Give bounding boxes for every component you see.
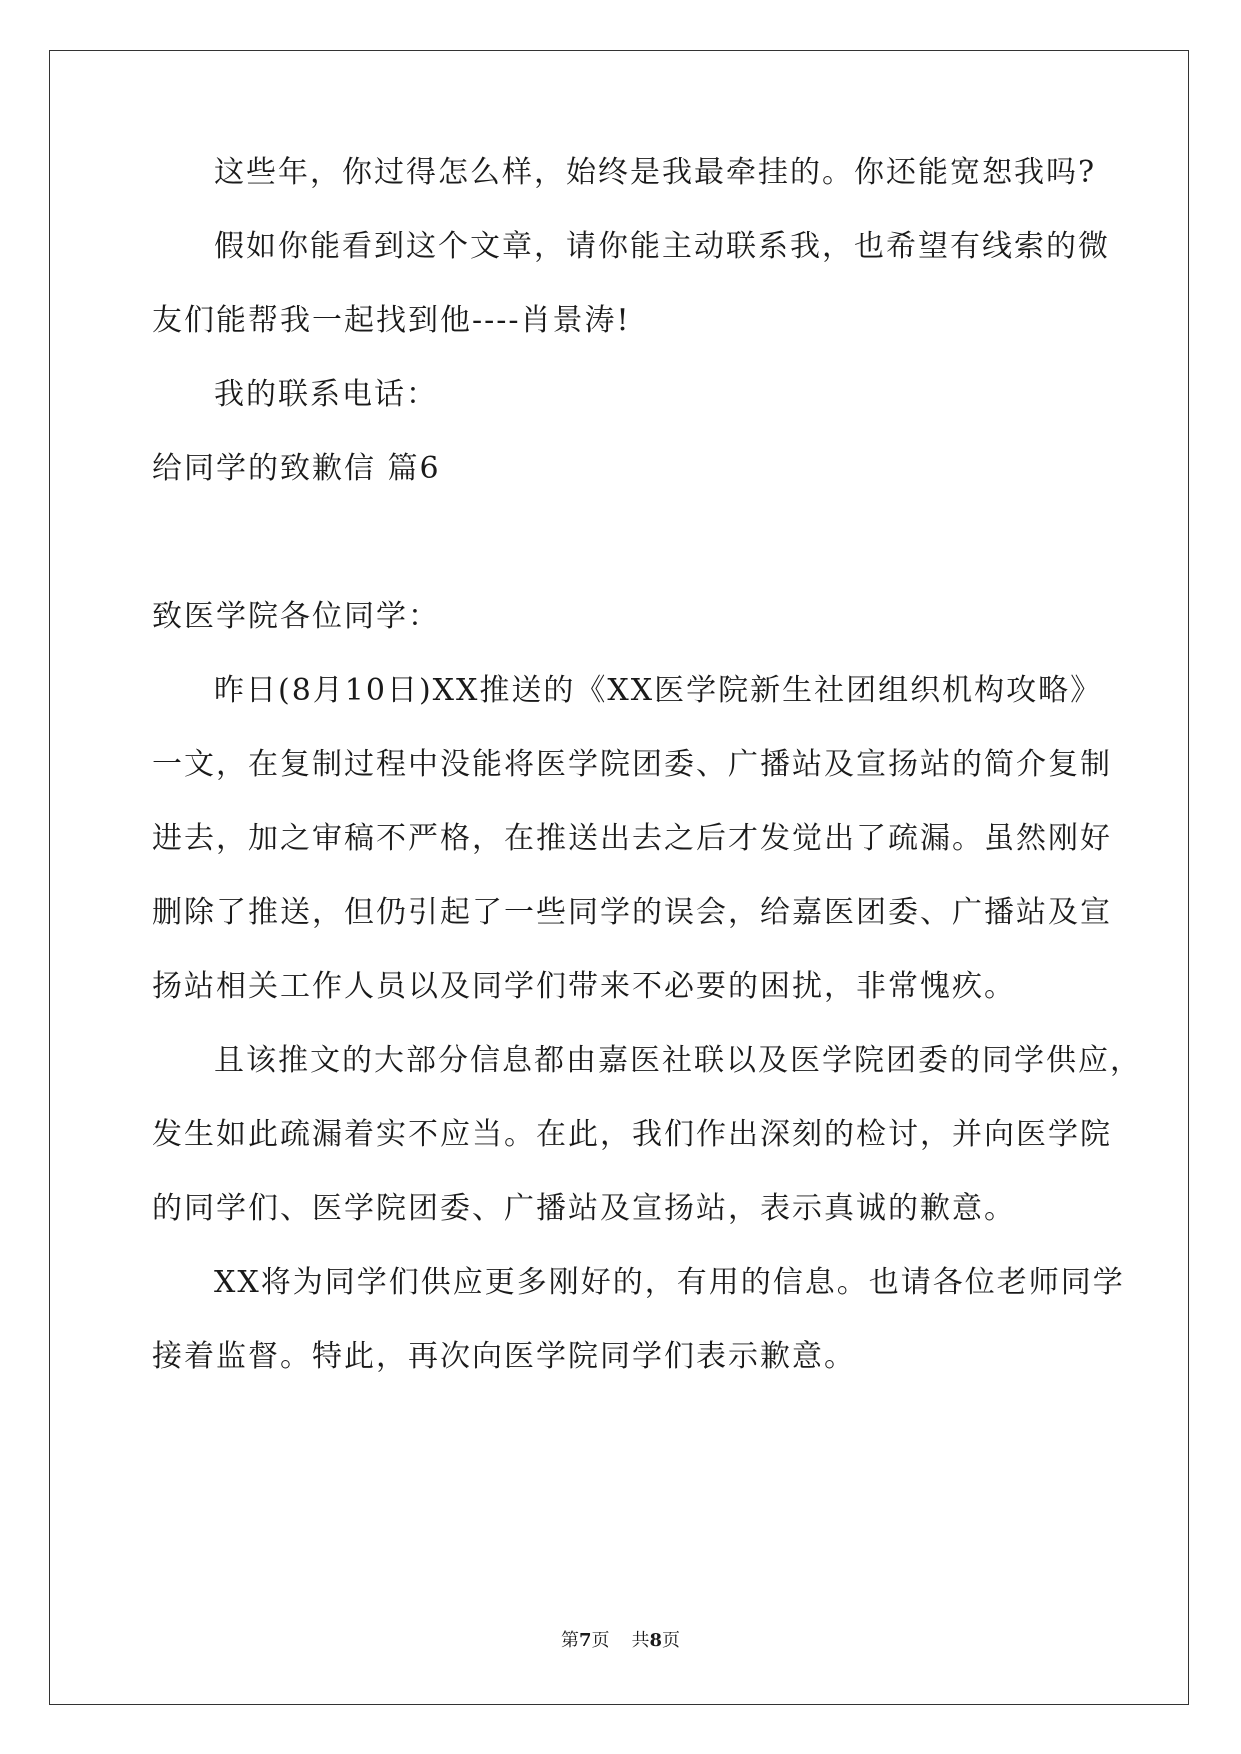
paragraph-line: 这些年，你过得怎么样，始终是我最牵挂的。你还能宽恕我吗? (214, 155, 1097, 190)
paragraph-line: 昨日(8月10日)XX推送的《XX医学院新生社团组织机构攻略》 (214, 673, 1103, 708)
paragraph-line: 一文，在复制过程中没能将医学院团委、广播站及宣扬站的简介复制 (152, 747, 1112, 782)
paragraph-line: 的同学们、医学院团委、广播站及宣扬站，表示真诚的歉意。 (152, 1191, 1016, 1226)
current-page-number: 7 (578, 1630, 592, 1651)
paragraph-line: 删除了推送，但仍引起了一些同学的误会，给嘉医团委、广播站及宣 (152, 895, 1112, 930)
paragraph-line: 假如你能看到这个文章，请你能主动联系我，也希望有线索的微 (214, 229, 1110, 264)
paragraph-line: 发生如此疏漏着实不应当。在此，我们作出深刻的检讨，并向医学院 (152, 1117, 1112, 1152)
total-prefix: 共 (631, 1630, 650, 1651)
paragraph-line: 扬站相关工作人员以及同学们带来不必要的困扰，非常愧疚。 (152, 969, 1016, 1004)
total-page-number: 8 (649, 1630, 663, 1651)
section-heading: 给同学的致歉信 篇6 (152, 451, 441, 486)
paragraph-line: 友们能帮我一起找到他----肖景涛! (152, 303, 631, 338)
page-suffix: 页 (591, 1630, 610, 1651)
paragraph-line: 接着监督。特此，再次向医学院同学们表示歉意。 (152, 1339, 856, 1374)
total-suffix: 页 (662, 1630, 681, 1651)
page-number-footer (0, 1629, 1241, 1653)
paragraph-line: XX将为同学们供应更多刚好的，有用的信息。也请各位老师同学 (214, 1265, 1125, 1300)
page-prefix: 第 (560, 1630, 579, 1651)
salutation: 致医学院各位同学： (152, 599, 440, 634)
page-border (49, 50, 1189, 1705)
paragraph-line: 进去，加之审稿不严格，在推送出去之后才发觉出了疏漏。虽然刚好 (152, 821, 1112, 856)
paragraph-line: 且该推文的大部分信息都由嘉医社联以及医学院团委的同学供应， (214, 1043, 1142, 1078)
paragraph-line: 我的联系电话： (214, 377, 438, 412)
